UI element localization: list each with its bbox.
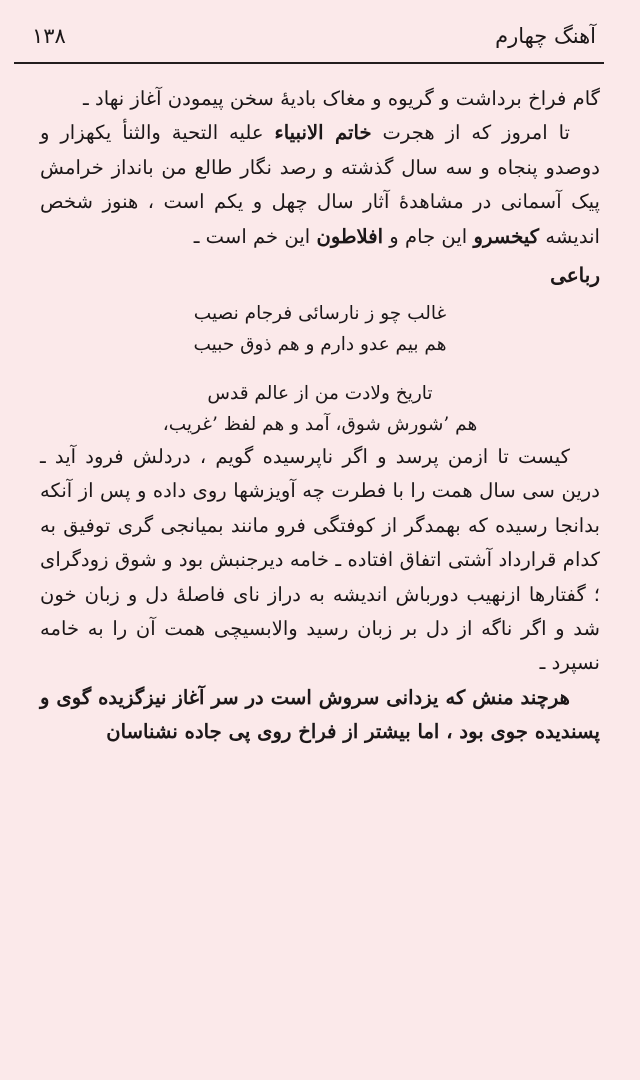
header-rule — [14, 62, 604, 64]
paragraph-1: گام فراخ برداشت و گریوه و مغاک بادیهٔ سخن پیمودن آغاز نهاد ـ — [83, 87, 600, 110]
poem-verse-3: تاریخ ولادت من از عالم قدس — [207, 383, 433, 405]
paragraph-2-part-3: این جام و — [389, 224, 468, 248]
running-title: آهنگ چهارم — [495, 24, 596, 48]
page-header — [14, 22, 606, 56]
paragraph-4: هرچند منش که یزدانی سروش است در سر آغاز نیزگزیده گوی و پسندیده جوی بود ، اما بیشتر از فراخ روی پی جاده نشناسان — [40, 685, 600, 744]
poem-verse-2: هم بیم عدو دارم و هم ذوق حبیب — [193, 334, 447, 356]
page-number: ۱۳۸ — [32, 24, 66, 48]
poem-verse-1: غالب چو ز نارسائی فرجام نصیب — [193, 303, 447, 325]
name-aflatun: افلاطون — [316, 224, 384, 248]
paragraph-2-part-2: علیه التحیة والثنأ یکهزار و دوصدو پنجاه و سه سال گذشته و رصد نگار طالع من بانداز خرامش پیک آسمانی در مشاهدهٔ آثار سال چهل و یکم است ، هنوز شخص اندیشه — [40, 121, 600, 248]
name-khatam-al-anbiya: خاتم الانبیاء — [274, 121, 372, 145]
verse-spacer — [130, 360, 510, 378]
paragraph-2-part-1: تا امروز که از هجرت — [382, 121, 571, 145]
poem-heading: رباعی — [550, 263, 600, 288]
paragraph-2 — [40, 116, 600, 254]
name-kaykhosrow: کیخسرو — [473, 224, 540, 248]
page-body — [40, 82, 600, 750]
paragraph-2-part-4: این خم است ـ — [193, 224, 311, 248]
rubai-poem — [130, 298, 510, 440]
poem-verse-4: هم ’شورش شوق، آمد و هم لفظ ’غریب، — [162, 414, 478, 436]
paragraph-3: کیست تا ازمن پرسد و اگر ناپرسیده گویم ، دردلش فرود آید ـ درین سی سال همت را با فطرت چه آویزشها روی داده و پس از آنکه بدانجا رسیده که بهمدگر از کوفتگی فرو مانند بمیانجی گری توفیق به کدام قرارداد آشتی اتفاق افتاده ـ خامه دیرجنبش بود و شوق زودگرای ؛ گفتارها ازنهیب دورباش اندیشه به دراز نای فاصلهٔ دل و زبان خون شد و اگر ناگه از دل بر زبان رسید والابسیچی همت آن را به خامه نسپرد ـ — [40, 445, 600, 675]
